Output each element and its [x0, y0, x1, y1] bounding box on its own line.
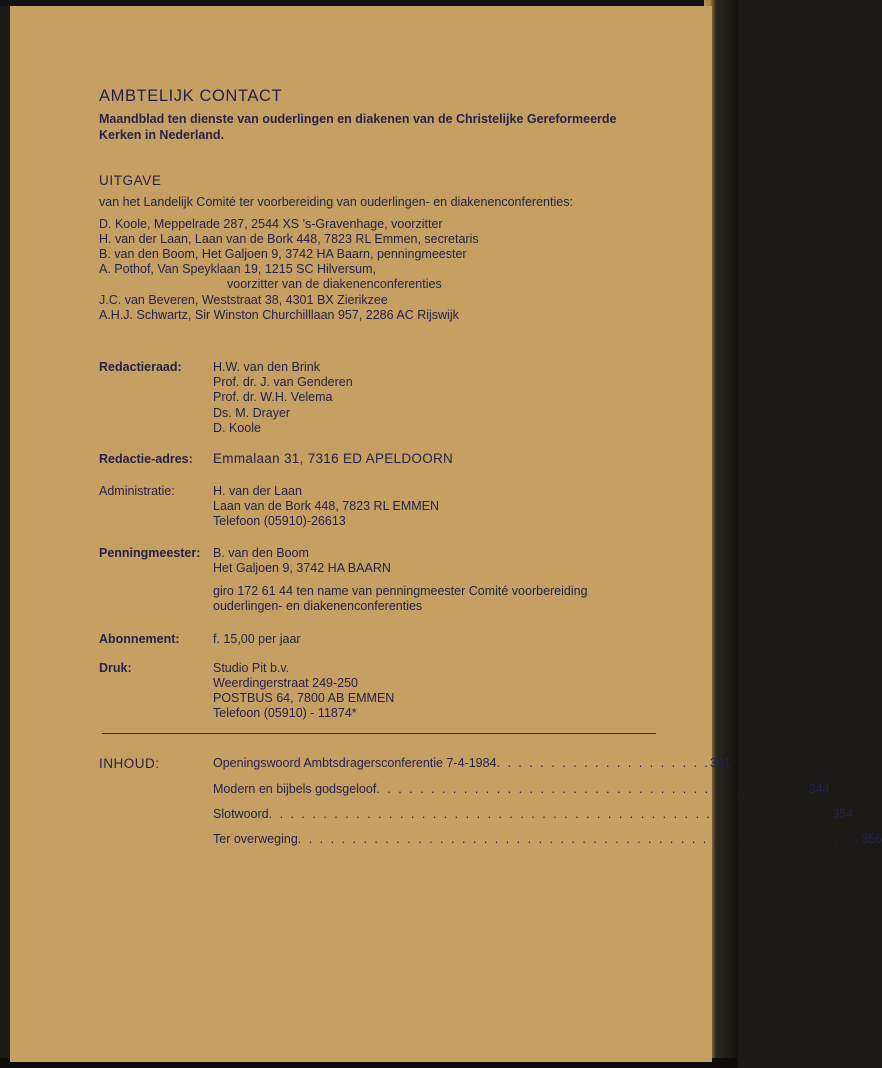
- abonnement-value: f. 15,00 per jaar: [213, 632, 301, 646]
- member-line: J.C. van Beveren, Weststraat 38, 4301 BX Zierikzee: [99, 293, 388, 307]
- administratie-line: Laan van de Bork 448, 7823 RL EMMEN: [213, 499, 440, 513]
- redactie-adres-value: Emmalaan 31, 7316 ED APELDOORN: [213, 451, 454, 466]
- redactieraad-member: Prof. dr. J. van Genderen: [213, 375, 353, 389]
- toc-entry-title: Slotwoord: [213, 807, 269, 821]
- redactieraad-label: Redactieraad:: [99, 360, 182, 374]
- magazine-subtitle: Maandblad ten dienste van ouderlingen en diakenen van de Christelijke Gereformeerde Kerken in Nederland.: [99, 112, 617, 142]
- redactieraad-member: Ds. M. Drayer: [213, 406, 291, 420]
- magazine-title: AMBTELIJK CONTACT: [99, 87, 283, 105]
- uitgave-intro: van het Landelijk Comité ter voorbereiding van ouderlingen- en diakenenconferenties:: [99, 195, 573, 209]
- druk-line: Studio Pit b.v.: [213, 661, 290, 675]
- toc-dot-leader: . . . . . . . . . . . . . . . . . . . . . . . . . . . . . . . . . . . . . . . . . . . . . . . . . . . .: [268, 807, 833, 821]
- toc-entry[interactable]: [213, 832, 882, 848]
- redactie-adres-label: Redactie-adres:: [99, 452, 193, 466]
- member-line: A.H.J. Schwartz, Sir Winston Churchilllaan 957, 2286 AC Rijswijk: [99, 308, 459, 322]
- toc-entry-title: Ter overweging: [213, 832, 298, 846]
- redactieraad-member: Prof. dr. W.H. Velema: [213, 390, 333, 404]
- penningmeester-label: Penningmeester:: [99, 546, 201, 560]
- toc-entry-page: 354: [832, 807, 854, 821]
- druk-line: Telefoon (05910) - 11874*: [213, 706, 357, 720]
- divider: [102, 733, 656, 734]
- toc-entry[interactable]: [213, 782, 830, 798]
- member-line: voorzitter van de diakenenconferenties: [227, 277, 442, 291]
- toc-dot-leader: . . . . . . . . . . . . . . . . . . . . . . . . . . . . . . . . . . . . . . . .: [376, 782, 809, 796]
- toc-entry-page: 344: [808, 782, 830, 796]
- administratie-label: Administratie:: [99, 484, 175, 498]
- administratie-line: Telefoon (05910)-26613: [213, 514, 346, 528]
- redactieraad-member: H.W. van den Brink: [213, 360, 320, 374]
- redactieraad-member: D. Koole: [213, 421, 261, 435]
- member-line: A. Pothof, Van Speyklaan 19, 1215 SC Hilversum,: [99, 262, 377, 276]
- administratie-line: H. van der Laan: [213, 484, 302, 498]
- toc-entry[interactable]: [213, 807, 854, 823]
- member-line: B. van den Boom, Het Galjoen 9, 3742 HA Baarn, penningmeester: [99, 247, 467, 261]
- toc-dot-leader: . . . . . . . . . . . . . . . . . . . .: [496, 756, 710, 770]
- toc-dot-leader: . . . . . . . . . . . . . . . . . . . . . . . . . . . . . . . . . . . . . . . . . . . . . . . . . . . .: [297, 832, 862, 846]
- penningmeester-line: Het Galjoen 9, 3742 HA BAARN: [213, 561, 391, 575]
- penningmeester-line: B. van den Boom: [213, 546, 309, 560]
- inhoud-label: INHOUD:: [99, 756, 160, 771]
- druk-line: Weerdingerstraat 249-250: [213, 676, 358, 690]
- abonnement-label: Abonnement:: [99, 632, 180, 646]
- toc-entry[interactable]: [213, 756, 731, 772]
- page: [10, 6, 882, 1062]
- toc-entry-title: Openingswoord Ambtsdragersconferentie 7-4-1984: [213, 756, 497, 770]
- toc-entry-page: 356: [861, 832, 882, 846]
- member-line: H. van der Laan, Laan van de Bork 448, 7823 RL Emmen, secretaris: [99, 232, 479, 246]
- toc-entry-title: Modern en bijbels godsgeloof: [213, 782, 377, 796]
- toc-entry-page: 341: [709, 756, 731, 770]
- druk-line: POSTBUS 64, 7800 AB EMMEN: [213, 691, 395, 705]
- uitgave-heading: UITGAVE: [99, 173, 162, 188]
- giro-line: ouderlingen- en diakenenconferenties: [213, 599, 423, 613]
- giro-line: giro 172 61 44 ten name van penningmeester Comité voorbereiding: [213, 584, 588, 598]
- druk-label: Druk:: [99, 661, 132, 675]
- member-line: D. Koole, Meppelrade 287, 2544 XS 's-Gravenhage, voorzitter: [99, 217, 443, 231]
